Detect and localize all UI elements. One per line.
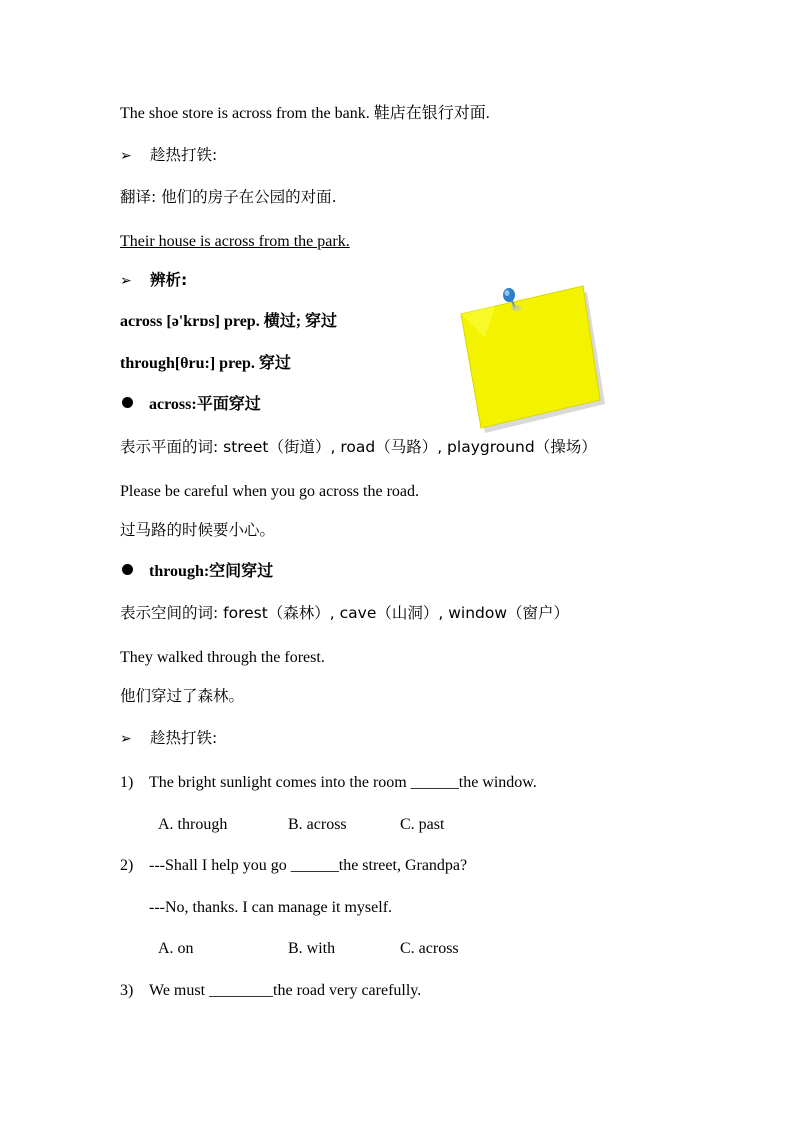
question-3: 3) We must ________the road very carefully. [120,982,422,999]
bullet-through: through:空间穿过 [120,562,273,582]
surface-words: 表示平面的词: street（街道）, road（马路）, playground（操场） [120,438,597,456]
example-sentence-2: Please be careful when you go across the road. [120,483,419,500]
analysis-heading: ➢ 辨析: [120,271,188,289]
arrow-bullet-icon: ➢ [120,731,132,747]
practice-heading-2: ➢ 趁热打铁: [120,729,218,747]
bullet-dot-icon [122,564,133,575]
bullet-dot-icon [122,397,133,408]
question-2: 2) ---Shall I help you go ______the street, Grandpa? [120,857,468,874]
q1-option-b: B. across [288,816,347,833]
q2-option-a: A. on [158,940,194,957]
question-1: 1) The bright sunlight comes into the room ______the window. [120,774,537,791]
q2-reply: ---No, thanks. I can manage it myself. [149,899,393,916]
arrow-bullet-icon: ➢ [120,148,132,164]
definition-through: through[θru:] prep. 穿过 [120,355,291,372]
example-translation-2: 过马路的时候要小心。 [120,521,276,539]
example-sentence-1 [120,104,490,124]
text: The shoe store is across from the bank. 鞋店在银行对面. [120,105,490,122]
bullet-across: across:平面穿过 [120,395,261,415]
definition-across: across [ə'krɒs] prep. 横过; 穿过 [120,313,338,330]
example-translation-3: 他们穿过了森林。 [120,687,245,705]
space-words: 表示空间的词: forest（森林）, cave（山洞）, window（窗户） [120,604,570,622]
practice-heading-1: ➢ 趁热打铁: [120,146,218,164]
translation-prompt: 翻译: 他们的房子在公园的对面. [120,188,337,206]
example-sentence-3: They walked through the forest. [120,649,325,666]
arrow-bullet-icon: ➢ [120,273,132,289]
q1-option-c: C. past [400,816,445,833]
sticky-note-icon [455,278,615,438]
q2-option-c: C. across [400,940,459,957]
q2-option-b: B. with [288,940,336,957]
q1-option-a: A. through [158,816,228,833]
translation-answer: Their house is across from the park. [120,233,350,250]
